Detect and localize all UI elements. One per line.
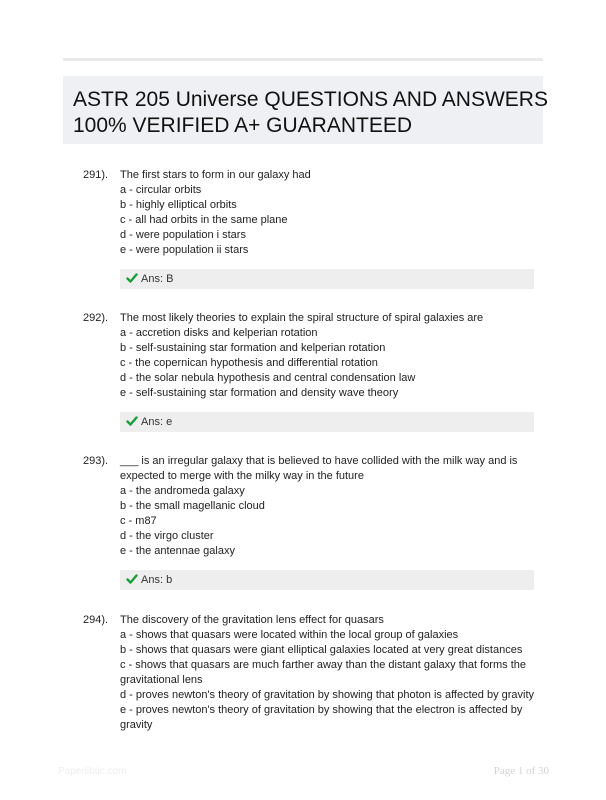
option-a: a - shows that quasars were located within the local group of galaxies <box>120 629 459 641</box>
option-c-line-2: gravitational lens <box>120 674 203 686</box>
option-c: c - all had orbits in the same plane <box>120 214 288 226</box>
option-a: a - the andromeda galaxy <box>120 485 245 497</box>
question-text: The discovery of the gravitation lens effect for quasars <box>120 614 384 626</box>
option-d: d - the solar nebula hypothesis and central condensation law <box>120 372 416 384</box>
option-e: e - were population ii stars <box>120 244 249 256</box>
option-c: c - the copernican hypothesis and differential rotation <box>120 357 378 369</box>
answer-bar <box>120 412 534 432</box>
option-d: d - were population i stars <box>120 229 246 241</box>
checkmark-icon <box>126 272 138 284</box>
option-c: c - m87 <box>120 515 157 527</box>
option-b: b - self-sustaining star formation and kelperian rotation <box>120 342 386 354</box>
answer-bar <box>120 269 534 289</box>
option-e-line-1: e - proves newton's theory of gravitation by showing that the electron is affected by <box>120 704 523 716</box>
footer-watermark: Paperlibtic.com <box>58 766 127 777</box>
option-d: d - proves newton's theory of gravitation by showing that photon is affected by gravity <box>120 689 535 701</box>
option-e: e - self-sustaining star formation and density wave theory <box>120 387 399 399</box>
question-text: The first stars to form in our galaxy had <box>120 169 311 181</box>
document-title-line-1: ASTR 205 Universe QUESTIONS AND ANSWERS <box>73 88 548 111</box>
page-number: Page 1 of 30 <box>493 765 549 777</box>
option-b: b - shows that quasars were giant elliptical galaxies located at very great distances <box>120 644 523 656</box>
question-number: 291). <box>83 169 109 181</box>
question-text-line-2: expected to merge with the milky way in the future <box>120 470 364 482</box>
answer-text: Ans: b <box>141 574 173 586</box>
question-text: The most likely theories to explain the spiral structure of spiral galaxies are <box>120 312 484 324</box>
question-text-line-1: ___ is an irregular galaxy that is believed to have collided with the milk way and is <box>120 455 518 467</box>
question-number: 292). <box>83 312 109 324</box>
option-d: d - the virgo cluster <box>120 530 214 542</box>
top-divider <box>63 58 543 61</box>
option-b: b - the small magellanic cloud <box>120 500 265 512</box>
answer-text: Ans: e <box>141 416 173 428</box>
question-number: 293). <box>83 455 109 467</box>
option-b: b - highly elliptical orbits <box>120 199 237 211</box>
option-a: a - circular orbits <box>120 184 202 196</box>
option-c-line-1: c - shows that quasars are much farther away than the distant galaxy that forms the <box>120 659 526 671</box>
checkmark-icon <box>126 415 138 427</box>
checkmark-icon <box>126 573 138 585</box>
question-body <box>120 311 538 401</box>
document-title-line-2: 100% VERIFIED A+ GUARANTEED <box>73 114 413 137</box>
option-a: a - accretion disks and kelperian rotation <box>120 327 318 339</box>
answer-text: Ans: B <box>141 273 174 285</box>
document-title-box <box>63 76 548 144</box>
answer-bar <box>120 570 534 590</box>
question-body <box>120 454 538 559</box>
option-e: e - the antennae galaxy <box>120 545 235 557</box>
question-number: 294). <box>83 614 109 626</box>
question-body <box>120 613 538 733</box>
option-e-line-2: gravity <box>120 719 153 731</box>
question-body <box>120 168 538 258</box>
